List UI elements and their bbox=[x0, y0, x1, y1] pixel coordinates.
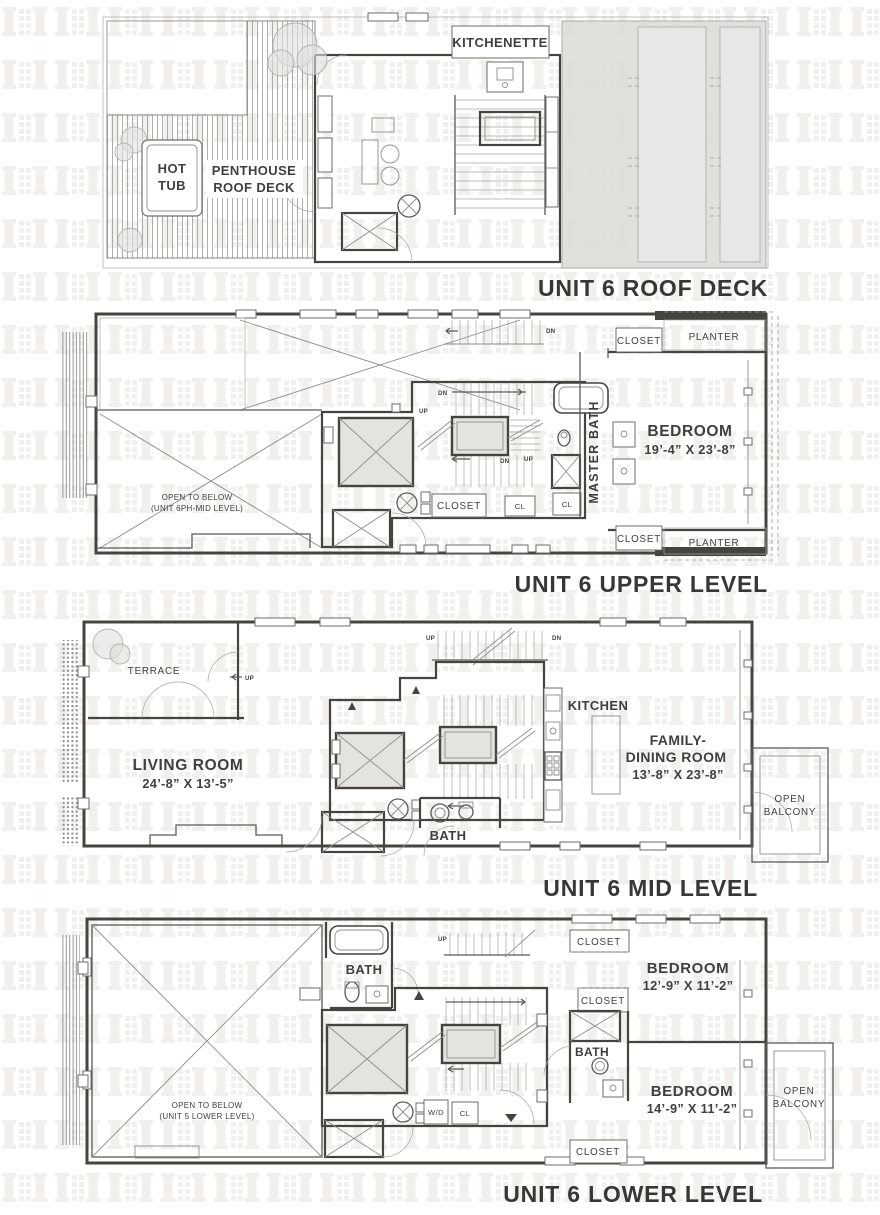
stair-dn-label: DN bbox=[552, 635, 562, 642]
planter-bottom-label: PLANTER bbox=[688, 538, 740, 549]
hot-tub-label-1: HOT bbox=[157, 161, 187, 176]
cl-label-2: CL bbox=[561, 500, 573, 509]
closet-top-label: CLOSET bbox=[617, 336, 661, 347]
washer-dryer-label: W/D bbox=[428, 1108, 444, 1117]
roof-deck-label-2: ROOF DECK bbox=[213, 180, 295, 195]
balcony-label-1: OPEN bbox=[774, 794, 806, 805]
kitchenette-label: KITCHENETTE bbox=[452, 35, 548, 50]
open-below-label-2: (UNIT 5 LOWER LEVEL) bbox=[159, 1112, 255, 1121]
bedroom1-dims: 12’-9” X 11’-2” bbox=[642, 978, 734, 993]
living-room-label: LIVING ROOM bbox=[132, 757, 244, 774]
bedroom2-label: BEDROOM bbox=[650, 1083, 734, 1100]
hot-tub-label-2: TUB bbox=[158, 178, 186, 193]
bedroom1-label: BEDROOM bbox=[646, 960, 730, 977]
mid-level-title: UNIT 6 MID LEVEL bbox=[543, 875, 758, 901]
stair-up2: UP bbox=[524, 456, 533, 463]
closet-bottom-label: CLOSET bbox=[576, 1147, 620, 1158]
roof-deck-title: UNIT 6 ROOF DECK bbox=[537, 275, 768, 301]
stair-dn2: DN bbox=[500, 458, 510, 465]
bedroom2-dims: 14’-9” X 11’-2” bbox=[646, 1101, 738, 1116]
closet-mid-label: CLOSET bbox=[581, 996, 625, 1007]
bath-label: BATH bbox=[429, 828, 467, 843]
stair-up-label: UP bbox=[438, 936, 447, 943]
bedroom-dims: 19’-4” X 23’-8” bbox=[644, 442, 736, 457]
family-room-dims: 13’-8” X 23’-8” bbox=[632, 767, 724, 782]
trellis-strip bbox=[62, 935, 80, 1145]
trellis-strip bbox=[62, 332, 88, 498]
open-below-label-1: OPEN TO BELOW bbox=[161, 493, 233, 502]
terrace-up-label: UP bbox=[245, 675, 254, 682]
closet-label: CLOSET bbox=[437, 501, 481, 512]
open-below-label-1: OPEN TO BELOW bbox=[171, 1101, 243, 1110]
balcony-label-2: BALCONY bbox=[763, 807, 817, 818]
elevator-shaft bbox=[336, 733, 404, 788]
lower-level-title: UNIT 6 LOWER LEVEL bbox=[503, 1181, 763, 1207]
master-bath-label: MASTER BATH bbox=[587, 400, 601, 504]
bedroom-label: BEDROOM bbox=[647, 423, 733, 440]
bath2-label: BATH bbox=[574, 1045, 610, 1059]
terrace-label: TERRACE bbox=[127, 666, 181, 677]
balcony-label-1: OPEN bbox=[783, 1086, 815, 1097]
balcony-label-2: BALCONY bbox=[772, 1099, 826, 1110]
closet-top-label: CLOSET bbox=[577, 937, 621, 948]
roof-deck-label-1: PENTHOUSE bbox=[211, 163, 297, 178]
family-room-label-1: FAMILY- bbox=[649, 732, 707, 748]
living-room-dims: 24’-8” X 13’-5” bbox=[142, 776, 234, 791]
family-room-label-2: DINING ROOM bbox=[625, 749, 727, 765]
stair-dn-label: DN bbox=[546, 328, 556, 335]
kitchen-label: KITCHEN bbox=[567, 698, 629, 713]
hot-tub bbox=[142, 140, 202, 216]
elevator-shaft bbox=[327, 1025, 407, 1093]
stair-up: UP bbox=[419, 408, 428, 415]
cl-label: CL bbox=[459, 1109, 471, 1118]
upper-level-title: UNIT 6 UPPER LEVEL bbox=[514, 571, 768, 597]
closet-bottom-label: CLOSET bbox=[617, 534, 661, 545]
planter-strip bbox=[60, 640, 80, 784]
open-below-label-2: (UNIT 6PH-MID LEVEL) bbox=[150, 504, 244, 513]
elevator-shaft bbox=[339, 418, 413, 486]
cl-label-1: CL bbox=[514, 502, 526, 511]
planter-strip-2 bbox=[60, 796, 80, 846]
bath1-label: BATH bbox=[345, 962, 383, 977]
stair-up-label: UP bbox=[426, 635, 435, 642]
stair-dn: DN bbox=[438, 390, 448, 397]
planter-top-label: PLANTER bbox=[688, 332, 740, 343]
